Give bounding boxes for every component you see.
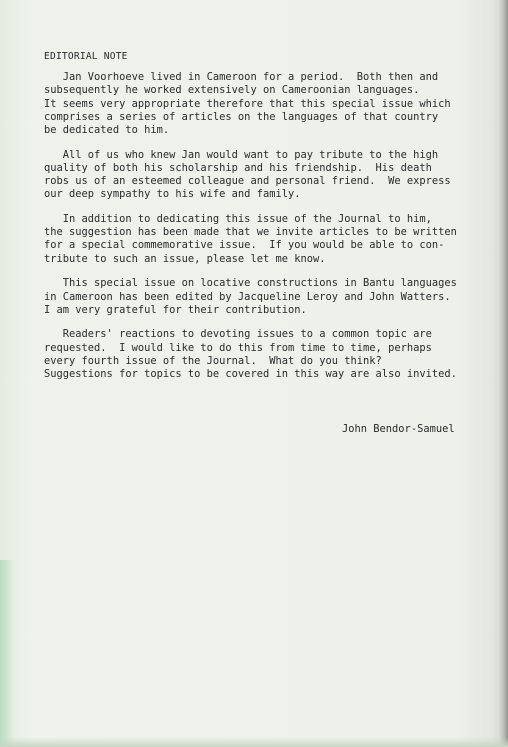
page-tint [0,560,14,747]
text-line: All of us who knew Jan would want to pay tribute to the high [44,148,439,161]
text-line: Suggestions for topics to be covered in this way are also invited. [44,368,457,381]
editorial-note-body [44,50,474,393]
text-line: requested. I would like to do this from time to time, perhaps [44,341,432,354]
paragraph-5 [44,328,474,381]
text-line: In addition to dedicating this issue of the Journal to him, [44,213,432,226]
text-line: I am very grateful for their contribution. [44,303,307,316]
text-line: It seems very appropriate therefore that this special issue which [44,97,451,110]
text-line: Readers' reactions to devoting issues to a common topic are [44,328,432,341]
text-line: our deep sympathy to his wife and family. [44,188,301,201]
paragraph-2 [44,149,474,202]
text-line: quality of both his scholarship and his friendship. His death [44,161,432,174]
page-bottom-shadow [0,737,508,747]
paragraph-4 [44,277,474,317]
text-line: subsequently he worked extensively on Cameroonian languages. [44,84,420,97]
text-line: in Cameroon has been edited by Jacqueline Leroy and John Watters. [44,290,451,303]
text-line: tribute to such an issue, please let me know. [44,252,326,265]
text-line: be dedicated to him. [44,124,170,137]
signature: John Bendor-Samuel [342,423,455,435]
text-line: the suggestion has been made that we invite articles to be written [44,226,457,239]
editorial-note-heading: EDITORIAL NOTE [44,51,128,62]
text-line: robs us of an esteemed colleague and personal friend. We express [44,175,451,188]
paragraph-3 [44,213,474,266]
text-line: Jan Voorhoeve lived in Cameroon for a period. Both then and [44,71,439,84]
text-line: This special issue on locative constructions in Bantu languages [44,277,457,290]
paragraph-1 [44,71,474,137]
text-line: every fourth issue of the Journal. What do you think? [44,354,382,367]
text-line: comprises a series of articles on the languages of that country [44,110,439,123]
page-edge-shadow [498,0,508,747]
text-line: for a special commemorative issue. If you would be able to con- [44,239,445,252]
